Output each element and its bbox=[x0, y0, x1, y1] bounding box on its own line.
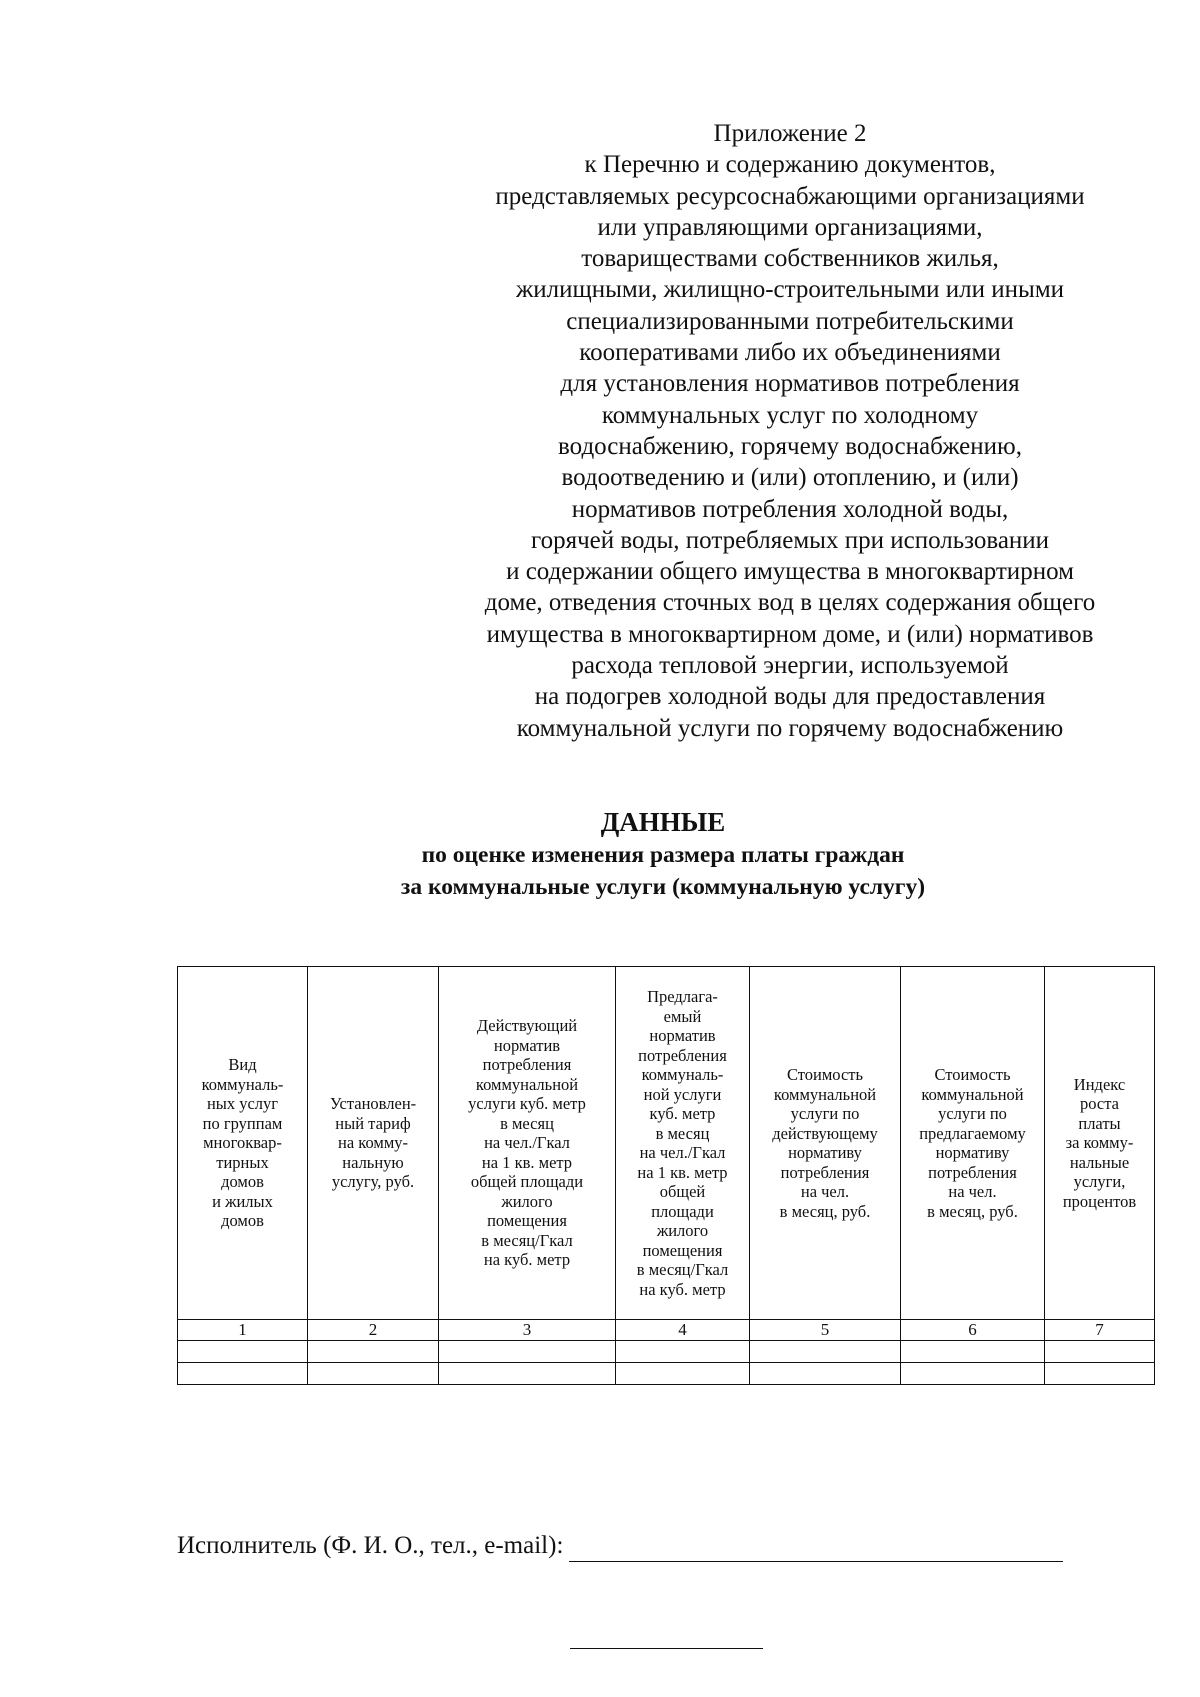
header-line: предлагаемому bbox=[919, 1123, 1026, 1143]
header-line: помещения bbox=[487, 1211, 567, 1231]
column-number: 4 bbox=[616, 1320, 750, 1341]
header-line: роста bbox=[1080, 1094, 1119, 1114]
header-line: в месяц, руб. bbox=[779, 1201, 871, 1221]
empty-cell[interactable] bbox=[750, 1341, 901, 1363]
header-line: тирных bbox=[216, 1152, 269, 1172]
appendix-line: расхода тепловой энергии, используемой bbox=[571, 652, 1009, 680]
appendix-line: коммунальных услуг по холодному bbox=[601, 401, 979, 429]
empty-cell[interactable] bbox=[616, 1363, 750, 1385]
header-line: общей площади bbox=[470, 1172, 584, 1192]
header-line: Стоимость bbox=[786, 1065, 864, 1084]
appendix-line: имущества в многоквартирном доме, и (или) нормативов bbox=[486, 620, 1094, 648]
title-subtitle-line: за коммунальные услуги (коммунальную услугу) bbox=[400, 874, 926, 900]
header-line: Стоимость bbox=[934, 1065, 1011, 1084]
header-line: коммунальной bbox=[773, 1084, 877, 1104]
empty-cell[interactable] bbox=[439, 1341, 616, 1363]
header-cell-proposed-cost bbox=[901, 967, 1045, 1320]
header-line: Установлен- bbox=[329, 1094, 417, 1114]
column-number: 1 bbox=[178, 1320, 308, 1341]
appendix-line: жилищными, жилищно-строительными или иными bbox=[515, 276, 1065, 304]
column-number: 6 bbox=[901, 1320, 1045, 1341]
empty-cell[interactable] bbox=[750, 1363, 901, 1385]
header-line: Вид bbox=[228, 1055, 257, 1075]
header-line: в месяц, руб. bbox=[927, 1201, 1018, 1221]
appendix-line: коммунальной услуги по горячему водоснабжению bbox=[516, 714, 1064, 742]
header-line: коммунальной bbox=[475, 1074, 579, 1094]
empty-cell[interactable] bbox=[178, 1363, 308, 1385]
header-line: услуги по bbox=[938, 1104, 1007, 1123]
empty-cell[interactable] bbox=[901, 1341, 1045, 1363]
header-line: площади bbox=[651, 1201, 714, 1221]
header-line: Действующий bbox=[476, 1016, 578, 1036]
header-line: ных услуг bbox=[206, 1094, 279, 1114]
header-line: коммуналь- bbox=[641, 1065, 724, 1084]
appendix-line: специализированными потребительскими bbox=[566, 307, 1014, 335]
appendix-line: представляемых ресурсоснабжающими организациями bbox=[495, 182, 1085, 210]
header-line: норматив bbox=[649, 1026, 716, 1045]
empty-cell[interactable] bbox=[439, 1363, 616, 1385]
appendix-heading bbox=[440, 118, 1140, 744]
table-row-empty bbox=[178, 1341, 1155, 1363]
header-line: услуги, bbox=[1073, 1172, 1126, 1192]
header-line: потребления bbox=[482, 1055, 572, 1075]
executor-input-line[interactable] bbox=[569, 1533, 1063, 1562]
header-line: на чел. bbox=[948, 1182, 997, 1201]
appendix-line: кооперативами либо их объединениями bbox=[579, 339, 1001, 367]
header-line: нальную bbox=[342, 1152, 404, 1172]
header-line: на 1 кв. метр bbox=[637, 1162, 728, 1182]
appendix-line: на подогрев холодной воды для предоставления bbox=[534, 683, 1046, 711]
header-line: платы bbox=[1078, 1113, 1121, 1133]
header-cell-growth-index bbox=[1045, 967, 1155, 1320]
header-line: норматив bbox=[493, 1035, 561, 1055]
column-number: 7 bbox=[1045, 1320, 1155, 1341]
header-line: помещения bbox=[642, 1240, 723, 1260]
header-cell-service-type bbox=[178, 967, 308, 1320]
header-line: по группам bbox=[202, 1113, 283, 1133]
header-line: домов bbox=[221, 1172, 264, 1192]
header-cell-current-norm bbox=[439, 967, 616, 1320]
header-cell-current-cost bbox=[750, 967, 901, 1320]
appendix-line: или управляющими организациями, bbox=[597, 213, 983, 241]
column-number-row bbox=[178, 1320, 1155, 1341]
header-line: на чел. bbox=[800, 1182, 850, 1201]
header-line: коммуналь- bbox=[201, 1074, 284, 1094]
empty-cell[interactable] bbox=[1045, 1341, 1155, 1363]
executor-label: Исполнитель (Ф. И. О., тел., e-mail): bbox=[177, 1532, 564, 1559]
header-line: услугу, руб. bbox=[331, 1172, 415, 1192]
column-number: 2 bbox=[308, 1320, 439, 1341]
appendix-line: Приложение 2 bbox=[713, 120, 867, 147]
header-line: многоквар- bbox=[203, 1133, 282, 1153]
header-line: услуги куб. метр bbox=[468, 1094, 586, 1114]
header-line: потребления bbox=[638, 1045, 727, 1065]
column-number: 5 bbox=[750, 1320, 901, 1341]
header-line: за комму- bbox=[1065, 1133, 1134, 1153]
header-cell-tariff bbox=[308, 967, 439, 1320]
header-line: в месяц bbox=[655, 1123, 710, 1143]
table-header-row bbox=[178, 967, 1155, 1320]
header-line: в месяц bbox=[500, 1113, 554, 1133]
header-line: коммунальной bbox=[921, 1084, 1024, 1104]
empty-cell[interactable] bbox=[1045, 1363, 1155, 1385]
document-title bbox=[0, 805, 1200, 903]
empty-cell[interactable] bbox=[308, 1363, 439, 1385]
header-line: нальные bbox=[1069, 1152, 1130, 1172]
title-main: ДАННЫЕ bbox=[600, 807, 726, 837]
table-row-empty bbox=[178, 1363, 1155, 1385]
header-line: емый bbox=[663, 1006, 702, 1026]
header-line: потребления bbox=[928, 1162, 1017, 1182]
header-line: в месяц/Гкал bbox=[481, 1230, 573, 1250]
header-line: потребления bbox=[780, 1162, 870, 1182]
column-number: 3 bbox=[439, 1320, 616, 1341]
data-table bbox=[177, 966, 1155, 1385]
header-line: на комму- bbox=[337, 1133, 409, 1153]
header-line: на чел./Гкал bbox=[639, 1143, 726, 1162]
header-line: жилого bbox=[501, 1191, 553, 1211]
empty-cell[interactable] bbox=[901, 1363, 1045, 1385]
header-line: на куб. метр bbox=[639, 1279, 726, 1299]
appendix-line: водоснабжению, горячему водоснабжению, bbox=[558, 432, 1022, 460]
appendix-line: и содержании общего имущества в многоквартирном bbox=[506, 558, 1074, 586]
header-line: Индекс bbox=[1073, 1074, 1126, 1094]
appendix-line: доме, отведения сточных вод в целях содержания общего bbox=[484, 589, 1096, 617]
empty-cell[interactable] bbox=[308, 1341, 439, 1363]
appendix-line: товариществами собственников жилья, bbox=[581, 245, 999, 273]
appendix-line: водоотведению и (или) отоплению, и (или) bbox=[561, 464, 1019, 492]
header-line: действующему bbox=[772, 1123, 878, 1143]
header-line: ной услуги bbox=[643, 1084, 722, 1104]
executor-field bbox=[177, 1530, 1063, 1562]
header-line: нормативу bbox=[935, 1143, 1010, 1162]
header-line: нормативу bbox=[788, 1143, 862, 1162]
header-line: на куб. метр bbox=[483, 1250, 571, 1270]
header-line: Предлага- bbox=[647, 987, 718, 1006]
empty-cell[interactable] bbox=[616, 1341, 750, 1363]
header-line: домов bbox=[221, 1211, 264, 1231]
header-line: ный тариф bbox=[335, 1113, 411, 1133]
header-line: и жилых bbox=[212, 1191, 273, 1211]
title-subtitle-line: по оценке изменения размера платы граждан bbox=[421, 842, 905, 868]
header-line: в месяц/Гкал bbox=[636, 1260, 729, 1279]
appendix-line: для установления нормативов потребления bbox=[560, 370, 1020, 398]
appendix-line: к Перечню и содержанию документов, bbox=[584, 151, 996, 179]
header-line: услуги по bbox=[790, 1104, 860, 1123]
header-line: куб. метр bbox=[649, 1104, 716, 1123]
header-line: на 1 кв. метр bbox=[481, 1152, 573, 1172]
header-line: общей bbox=[659, 1182, 706, 1201]
empty-cell[interactable] bbox=[178, 1341, 308, 1363]
header-line: процентов bbox=[1062, 1191, 1137, 1211]
header-line: на чел./Гкал bbox=[484, 1133, 570, 1153]
appendix-line: нормативов потребления холодной воды, bbox=[571, 495, 1009, 523]
header-cell-proposed-norm bbox=[616, 967, 750, 1320]
header-line: жилого bbox=[656, 1221, 709, 1240]
bottom-divider bbox=[570, 1648, 763, 1649]
appendix-line: горячей воды, потребляемых при использовании bbox=[530, 526, 1050, 554]
